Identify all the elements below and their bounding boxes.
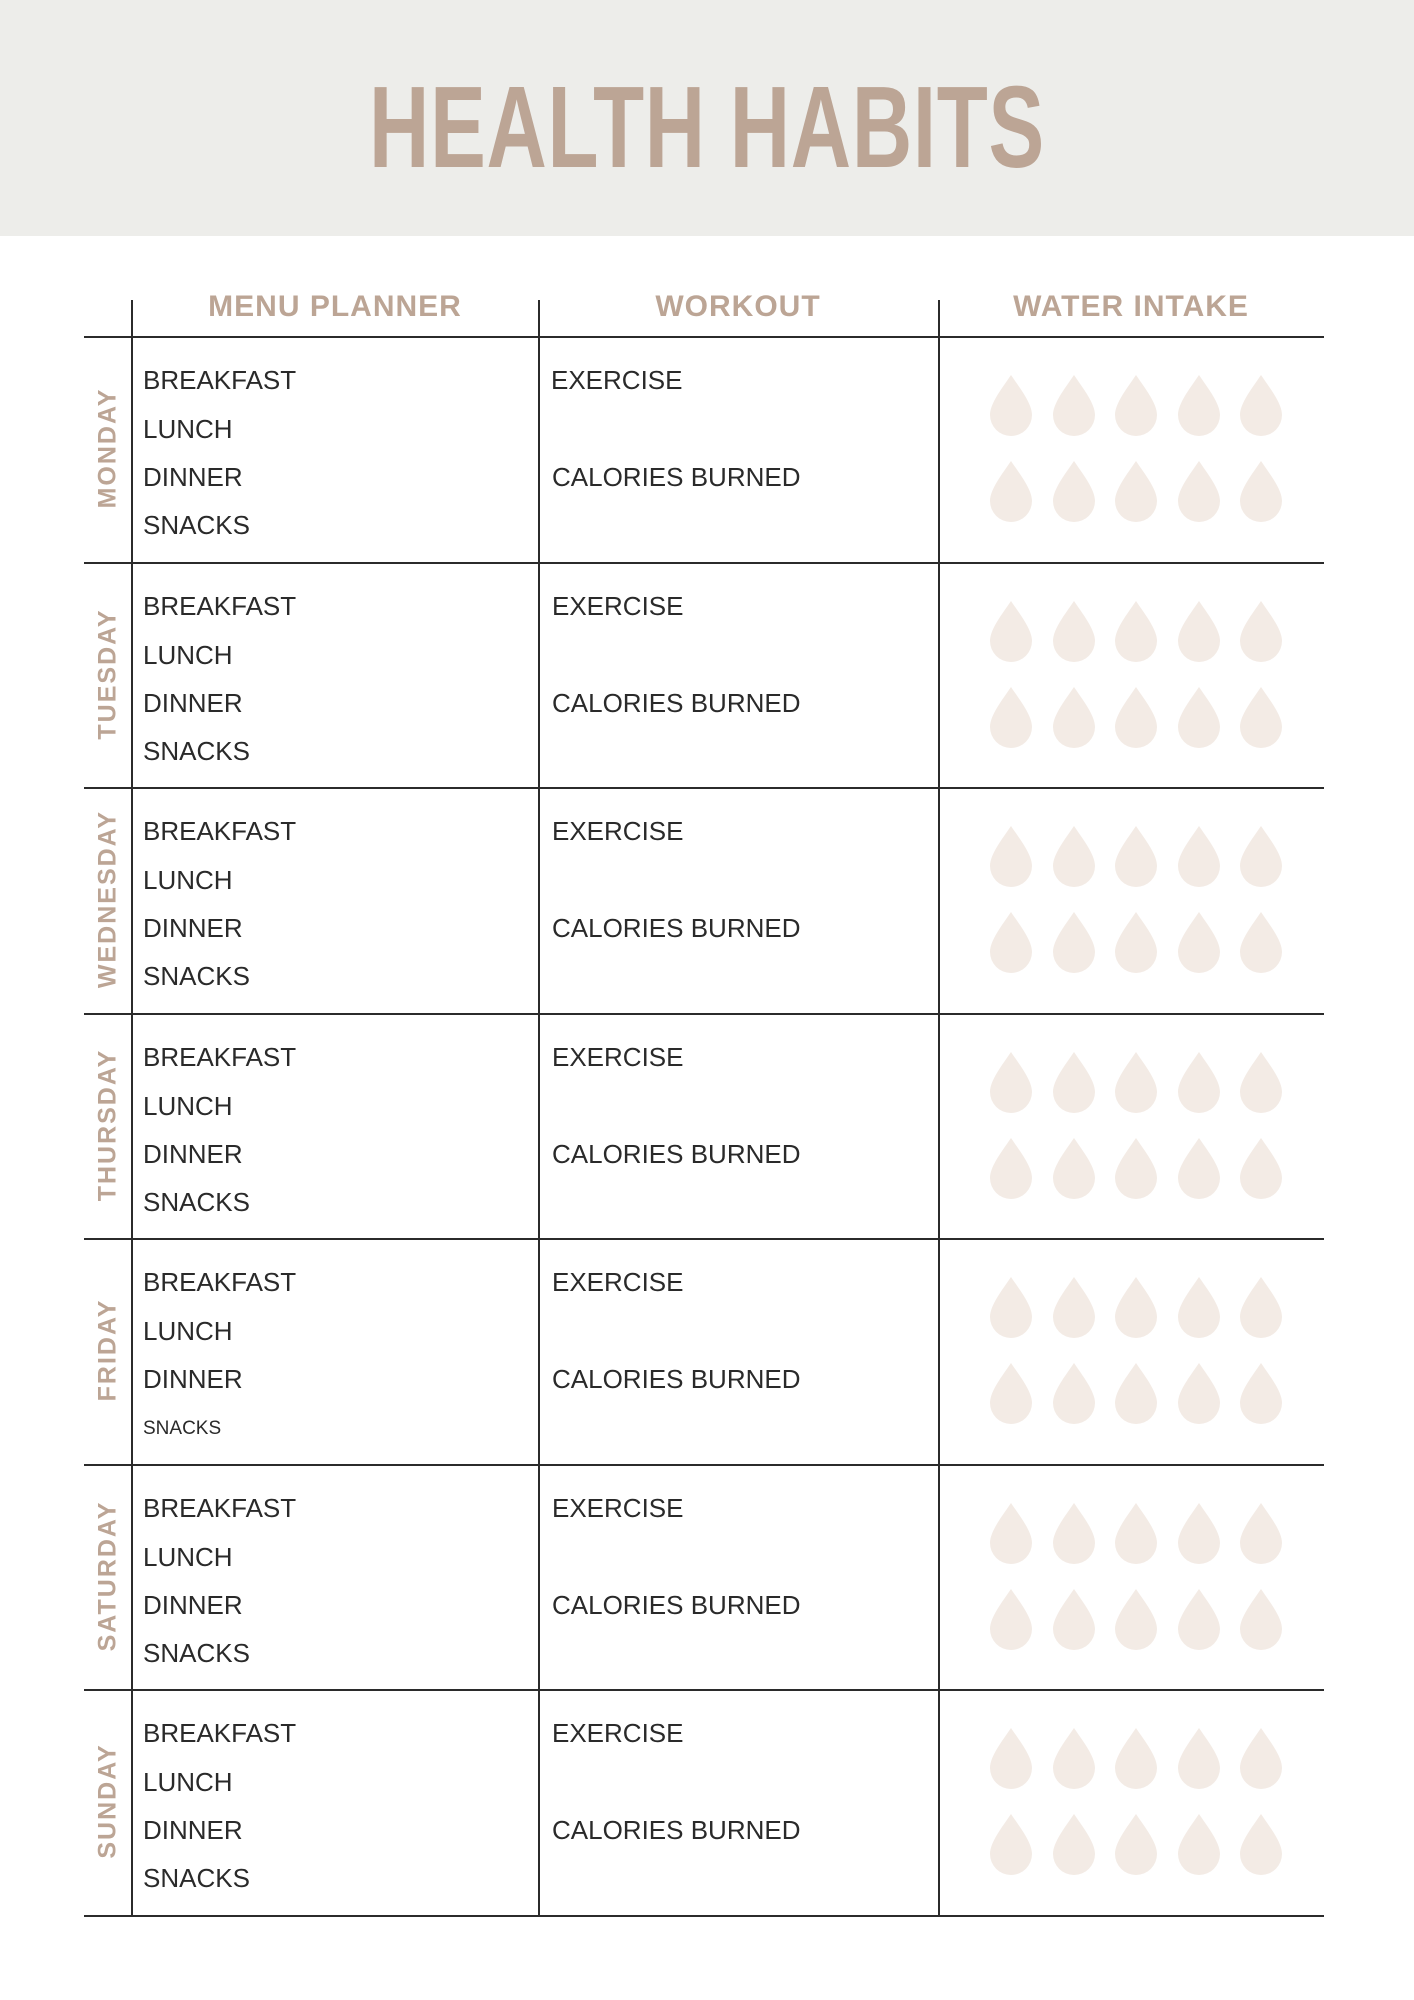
water-drop-row [989, 1501, 1319, 1565]
water-drop-icon[interactable] [1052, 910, 1096, 974]
meal-label: BREAKFAST [143, 1042, 297, 1072]
water-drop-icon[interactable] [1052, 459, 1096, 523]
water-drop-icon[interactable] [1239, 824, 1283, 888]
water-drop-icon[interactable] [1239, 1361, 1283, 1425]
water-drop-icon[interactable] [1239, 1726, 1283, 1790]
water-drop-icon[interactable] [1114, 1726, 1158, 1790]
water-drop-icon[interactable] [1052, 1501, 1096, 1565]
water-drop-icon[interactable] [989, 1275, 1033, 1339]
water-drop-icon[interactable] [1239, 1050, 1283, 1114]
water-drop-icon[interactable] [1114, 1275, 1158, 1339]
water-tracker [989, 373, 1319, 545]
calories-burned-label: CALORIES BURNED [552, 462, 801, 492]
water-drop-row [989, 373, 1319, 437]
water-tracker [989, 1726, 1319, 1898]
meal-label: LUNCH [143, 1316, 233, 1346]
water-drop-icon[interactable] [1052, 1275, 1096, 1339]
meal-label: LUNCH [143, 865, 233, 895]
column-header-menu-planner: MENU PLANNER [208, 290, 462, 323]
water-drop-icon[interactable] [989, 685, 1033, 749]
water-drop-icon[interactable] [1114, 1050, 1158, 1114]
day-label-cell [84, 1689, 132, 1914]
water-drop-icon[interactable] [1114, 599, 1158, 663]
water-drop-icon[interactable] [989, 824, 1033, 888]
meal-label: DINNER [143, 462, 243, 492]
water-drop-icon[interactable] [1052, 1361, 1096, 1425]
water-drop-icon[interactable] [1052, 1726, 1096, 1790]
exercise-label: EXERCISE [552, 1267, 684, 1297]
meal-label: SNACKS [143, 1187, 250, 1217]
day-label: FRIDAY [93, 1298, 122, 1402]
water-drop-icon[interactable] [989, 1726, 1033, 1790]
calories-burned-label: CALORIES BURNED [552, 688, 801, 718]
exercise-label: EXERCISE [552, 816, 684, 846]
day-row [84, 787, 1324, 1012]
water-drop-icon[interactable] [1177, 373, 1221, 437]
day-label-cell [84, 336, 132, 561]
water-drop-icon[interactable] [1114, 1812, 1158, 1876]
water-drop-row [989, 1587, 1319, 1651]
calories-burned-label: CALORIES BURNED [552, 913, 801, 943]
meal-label: DINNER [143, 913, 243, 943]
day-label: SATURDAY [93, 1500, 122, 1652]
water-drop-icon[interactable] [1239, 459, 1283, 523]
calories-burned-label: CALORIES BURNED [552, 1815, 801, 1845]
water-drop-icon[interactable] [1177, 1726, 1221, 1790]
day-label: MONDAY [93, 387, 122, 509]
water-drop-row [989, 1136, 1319, 1200]
water-drop-row [989, 824, 1319, 888]
exercise-label: EXERCISE [552, 1042, 684, 1072]
day-label: SUNDAY [93, 1743, 122, 1859]
day-label-cell [84, 562, 132, 787]
water-drop-icon[interactable] [1239, 1275, 1283, 1339]
water-drop-icon[interactable] [989, 599, 1033, 663]
water-drop-icon[interactable] [1177, 1361, 1221, 1425]
water-drop-icon[interactable] [1177, 685, 1221, 749]
water-drop-row [989, 1726, 1319, 1790]
water-drop-icon[interactable] [1239, 1812, 1283, 1876]
meal-label: BREAKFAST [143, 591, 297, 621]
day-label-cell [84, 1238, 132, 1463]
meal-label: BREAKFAST [143, 365, 297, 395]
water-drop-icon[interactable] [1177, 1136, 1221, 1200]
water-drop-icon[interactable] [1239, 1501, 1283, 1565]
water-drop-icon[interactable] [989, 459, 1033, 523]
water-drop-icon[interactable] [989, 1587, 1033, 1651]
meal-label: DINNER [143, 688, 243, 718]
meal-label: LUNCH [143, 1767, 233, 1797]
water-tracker [989, 1050, 1319, 1222]
water-drop-icon[interactable] [1114, 1136, 1158, 1200]
water-drop-icon[interactable] [1177, 1275, 1221, 1339]
water-drop-icon[interactable] [1239, 373, 1283, 437]
water-drop-icon[interactable] [1177, 599, 1221, 663]
meal-label: BREAKFAST [143, 816, 297, 846]
day-label: TUESDAY [93, 608, 122, 740]
column-header-water-intake: WATER INTAKE [1013, 290, 1249, 323]
meal-label: DINNER [143, 1139, 243, 1169]
water-drop-icon[interactable] [1177, 459, 1221, 523]
water-drop-icon[interactable] [1114, 685, 1158, 749]
meal-label: LUNCH [143, 640, 233, 670]
water-drop-icon[interactable] [1052, 1050, 1096, 1114]
water-tracker [989, 599, 1319, 771]
water-drop-row [989, 459, 1319, 523]
meal-label: DINNER [143, 1815, 243, 1845]
water-drop-row [989, 910, 1319, 974]
water-drop-icon[interactable] [1177, 1050, 1221, 1114]
water-drop-icon[interactable] [989, 1812, 1033, 1876]
water-drop-icon[interactable] [1177, 1587, 1221, 1651]
water-drop-icon[interactable] [989, 910, 1033, 974]
page-title: HEALTH HABITS [369, 62, 1045, 192]
day-row [84, 1013, 1324, 1238]
water-drop-icon[interactable] [989, 1050, 1033, 1114]
water-drop-icon[interactable] [1177, 1812, 1221, 1876]
water-drop-row [989, 599, 1319, 663]
day-label-cell [84, 1013, 132, 1238]
meal-label: SNACKS [143, 736, 250, 766]
water-drop-icon[interactable] [989, 1136, 1033, 1200]
water-drop-icon[interactable] [1114, 1501, 1158, 1565]
meal-label: BREAKFAST [143, 1493, 297, 1523]
water-drop-icon[interactable] [1177, 1501, 1221, 1565]
meal-label: SNACKS [143, 1638, 250, 1668]
water-drop-row [989, 1812, 1319, 1876]
meal-label: DINNER [143, 1364, 243, 1394]
exercise-label: EXERCISE [551, 365, 683, 395]
day-row [84, 1238, 1324, 1463]
water-drop-icon[interactable] [1114, 459, 1158, 523]
water-drop-icon[interactable] [1239, 1587, 1283, 1651]
meal-label: BREAKFAST [143, 1718, 297, 1748]
meal-label: SNACKS [143, 961, 250, 991]
exercise-label: EXERCISE [552, 591, 684, 621]
water-drop-row [989, 1275, 1319, 1339]
water-drop-icon[interactable] [1052, 599, 1096, 663]
day-row [84, 562, 1324, 787]
water-drop-icon[interactable] [989, 1361, 1033, 1425]
water-drop-icon[interactable] [989, 1501, 1033, 1565]
column-header-workout: WORKOUT [655, 290, 821, 323]
water-drop-row [989, 1361, 1319, 1425]
exercise-label: EXERCISE [552, 1718, 684, 1748]
water-drop-icon[interactable] [1052, 373, 1096, 437]
row-divider [84, 1915, 1324, 1917]
day-label-cell [84, 787, 132, 1012]
water-drop-icon[interactable] [1052, 1812, 1096, 1876]
water-drop-icon[interactable] [1177, 910, 1221, 974]
water-drop-icon[interactable] [1239, 1136, 1283, 1200]
water-drop-row [989, 685, 1319, 749]
calories-burned-label: CALORIES BURNED [552, 1364, 801, 1394]
water-drop-icon[interactable] [1239, 910, 1283, 974]
calories-burned-label: CALORIES BURNED [552, 1139, 801, 1169]
water-drop-icon[interactable] [1239, 685, 1283, 749]
meal-label: LUNCH [143, 414, 233, 444]
exercise-label: EXERCISE [552, 1493, 684, 1523]
water-drop-icon[interactable] [1114, 1587, 1158, 1651]
day-row [84, 1689, 1324, 1914]
water-drop-icon[interactable] [1052, 1587, 1096, 1651]
water-drop-icon[interactable] [1114, 373, 1158, 437]
meal-label: LUNCH [143, 1542, 233, 1572]
calories-burned-label: CALORIES BURNED [552, 1590, 801, 1620]
water-tracker [989, 1501, 1319, 1673]
meal-label: BREAKFAST [143, 1267, 297, 1297]
water-drop-icon[interactable] [989, 373, 1033, 437]
day-row [84, 1464, 1324, 1689]
meal-label: LUNCH [143, 1091, 233, 1121]
water-tracker [989, 824, 1319, 996]
water-drop-icon[interactable] [1114, 824, 1158, 888]
meal-label: DINNER [143, 1590, 243, 1620]
day-row [84, 336, 1324, 561]
meal-label: SNACKS [143, 1863, 250, 1893]
meal-label: SNACKS [143, 1418, 222, 1439]
day-label-cell [84, 1464, 132, 1689]
water-drop-row [989, 1050, 1319, 1114]
water-drop-icon[interactable] [1239, 599, 1283, 663]
water-drop-icon[interactable] [1177, 824, 1221, 888]
water-drop-icon[interactable] [1114, 1361, 1158, 1425]
water-tracker [989, 1275, 1319, 1447]
water-drop-icon[interactable] [1052, 824, 1096, 888]
water-drop-icon[interactable] [1052, 685, 1096, 749]
day-label: THURSDAY [93, 1048, 122, 1202]
water-drop-icon[interactable] [1052, 1136, 1096, 1200]
day-label: WEDNESDAY [93, 809, 122, 989]
meal-label: SNACKS [143, 510, 250, 540]
water-drop-icon[interactable] [1114, 910, 1158, 974]
